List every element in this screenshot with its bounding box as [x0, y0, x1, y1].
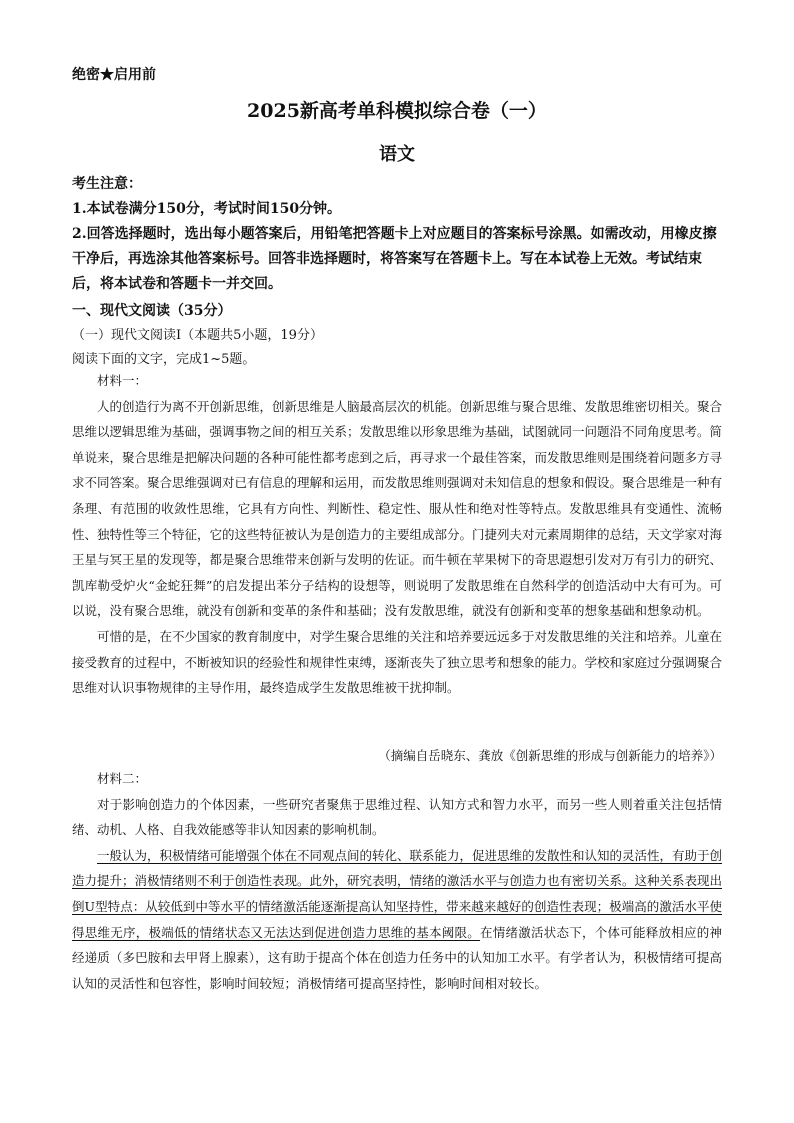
- notice-heading: 考生注意：: [72, 176, 142, 192]
- candidate-notice: [72, 172, 722, 297]
- section-subheading: （一）现代文阅读Ⅰ（本题共5小题，19分）: [72, 328, 323, 343]
- section-heading: 一、现代文阅读（35分）: [72, 303, 232, 319]
- notice-item-1: 1.本试卷满分150分，考试时间150分钟。: [72, 201, 342, 217]
- secret-mark: 绝密★启用前: [72, 67, 156, 83]
- section-instruction: 阅读下面的文字，完成1~5题。: [72, 352, 256, 367]
- notice-item-2: 2.回答选择题时，选出每小题答案后，用铅笔把答题卡上对应题目的答案标号涂黑。如需改动，用橡皮擦干净后，再选涂其他答案标号。回答非选择题时，将答案写在答题卡上。写在本试卷上无效。考试结束后，将本试卷和答题卡一并交回。: [72, 226, 717, 292]
- material-one: [72, 368, 722, 701]
- material-two-paragraph-1: 对于影响创造力的个体因素，一些研究者聚焦于思维过程、认知方式和智力水平，而另一些人则着重关注包括情绪、动机、人格、自我效能感等非认知因素的影响机制。: [72, 796, 722, 838]
- subject-title: 语文: [379, 144, 415, 165]
- material-one-paragraph-2: 可惜的是，在不少国家的教育制度中，对学生聚合思维的关注和培养要远远多于对发散思维的关注和培养。儿童在接受教育的过程中，不断被知识的经验性和规律性束缚，逐渐丧失了独立思考和想象的能力。学校和家庭过分强调聚合思维对认识事物规律的主导作用，最终造成学生发散思维被干扰抑制。: [72, 628, 723, 696]
- passage-continuation: 在情绪激活状态下，个体可能释放相应的神经递质（多巴胺和去甲肾上腺素），这有助于提高个体在创造力任务中的认知加工水平。有学者认为，积极情绪可提高认知的灵活性和包容性，影响时间较短；消极情绪可提高坚持性，影响时间相对较长。: [72, 924, 722, 991]
- material-one-source: （摘编自岳晓东、龚放《创新思维的形成与创新能力的培养》）: [378, 748, 722, 763]
- exam-title: 2025新高考单科模拟综合卷（一）: [247, 100, 547, 122]
- underlined-passage: 一般认为，积极情绪可能增强个体在不同观点间的转化、联系能力，促进思维的发散性和认知的灵活性，有助于创造力提升；消极情绪则不利于创造性表现。此外，研究表明，情绪的激活水平与创造力也有密切关系。这种关系表现出倒U型特点：从较低到中等水平的情绪激活能逐渐提高认知坚持性，带来越来越好的创造性表现；极端高的激活水平使得思维无序，极端低的情绪状态又无法达到促进创造力思维的基本阈限。: [72, 847, 723, 940]
- material-one-paragraph-1: 人的创造行为离不开创新思维，创新思维是人脑最高层次的机能。创新思维与聚合思维、发散思维密切相关。聚合思维以逻辑思维为基础，强调事物之间的相互关系；发散思维以形象思维为基础，试图就同一问题沿不同角度思考。简单说来，聚合思维是把解决问题的各种可能性都考虑到之后，再寻求一个最佳答案，而发散思维则是围绕着问题多方寻求不同答案。聚合思维强调对已有信息的理解和运用，而发散思维则强调对未知信息的想象和假设。聚合思维是一种有条理、有范围的收敛性思维，它具有方向性、判断性、稳定性、服从性和绝对性等特点。发散思维具有变通性、流畅性、独特性等三个特征，它的这些特征被认为是创造力的主要组成部分。门捷列夫对元素周期律的总结，天文学家对海王星与冥王星的发现等，都是聚合思维带来创新与发明的佐证。而牛顿在苹果树下的奇思遐想引发对万有引力的研究、凯库勒受炉火“金蛇狂舞”的启发提出苯分子结构的设想等，则说明了发散思维在自然科学的创造活动中大有可为。可以说，没有聚合思维，就没有创新和变革的条件和基础；没有发散思维，就没有创新和变革的想象基础和想象动机。: [72, 398, 723, 619]
- material-one-label: 材料一：: [97, 373, 148, 388]
- material-two: [72, 766, 722, 996]
- material-two-paragraph-2: [72, 843, 722, 997]
- material-two-label: 材料二：: [97, 771, 148, 786]
